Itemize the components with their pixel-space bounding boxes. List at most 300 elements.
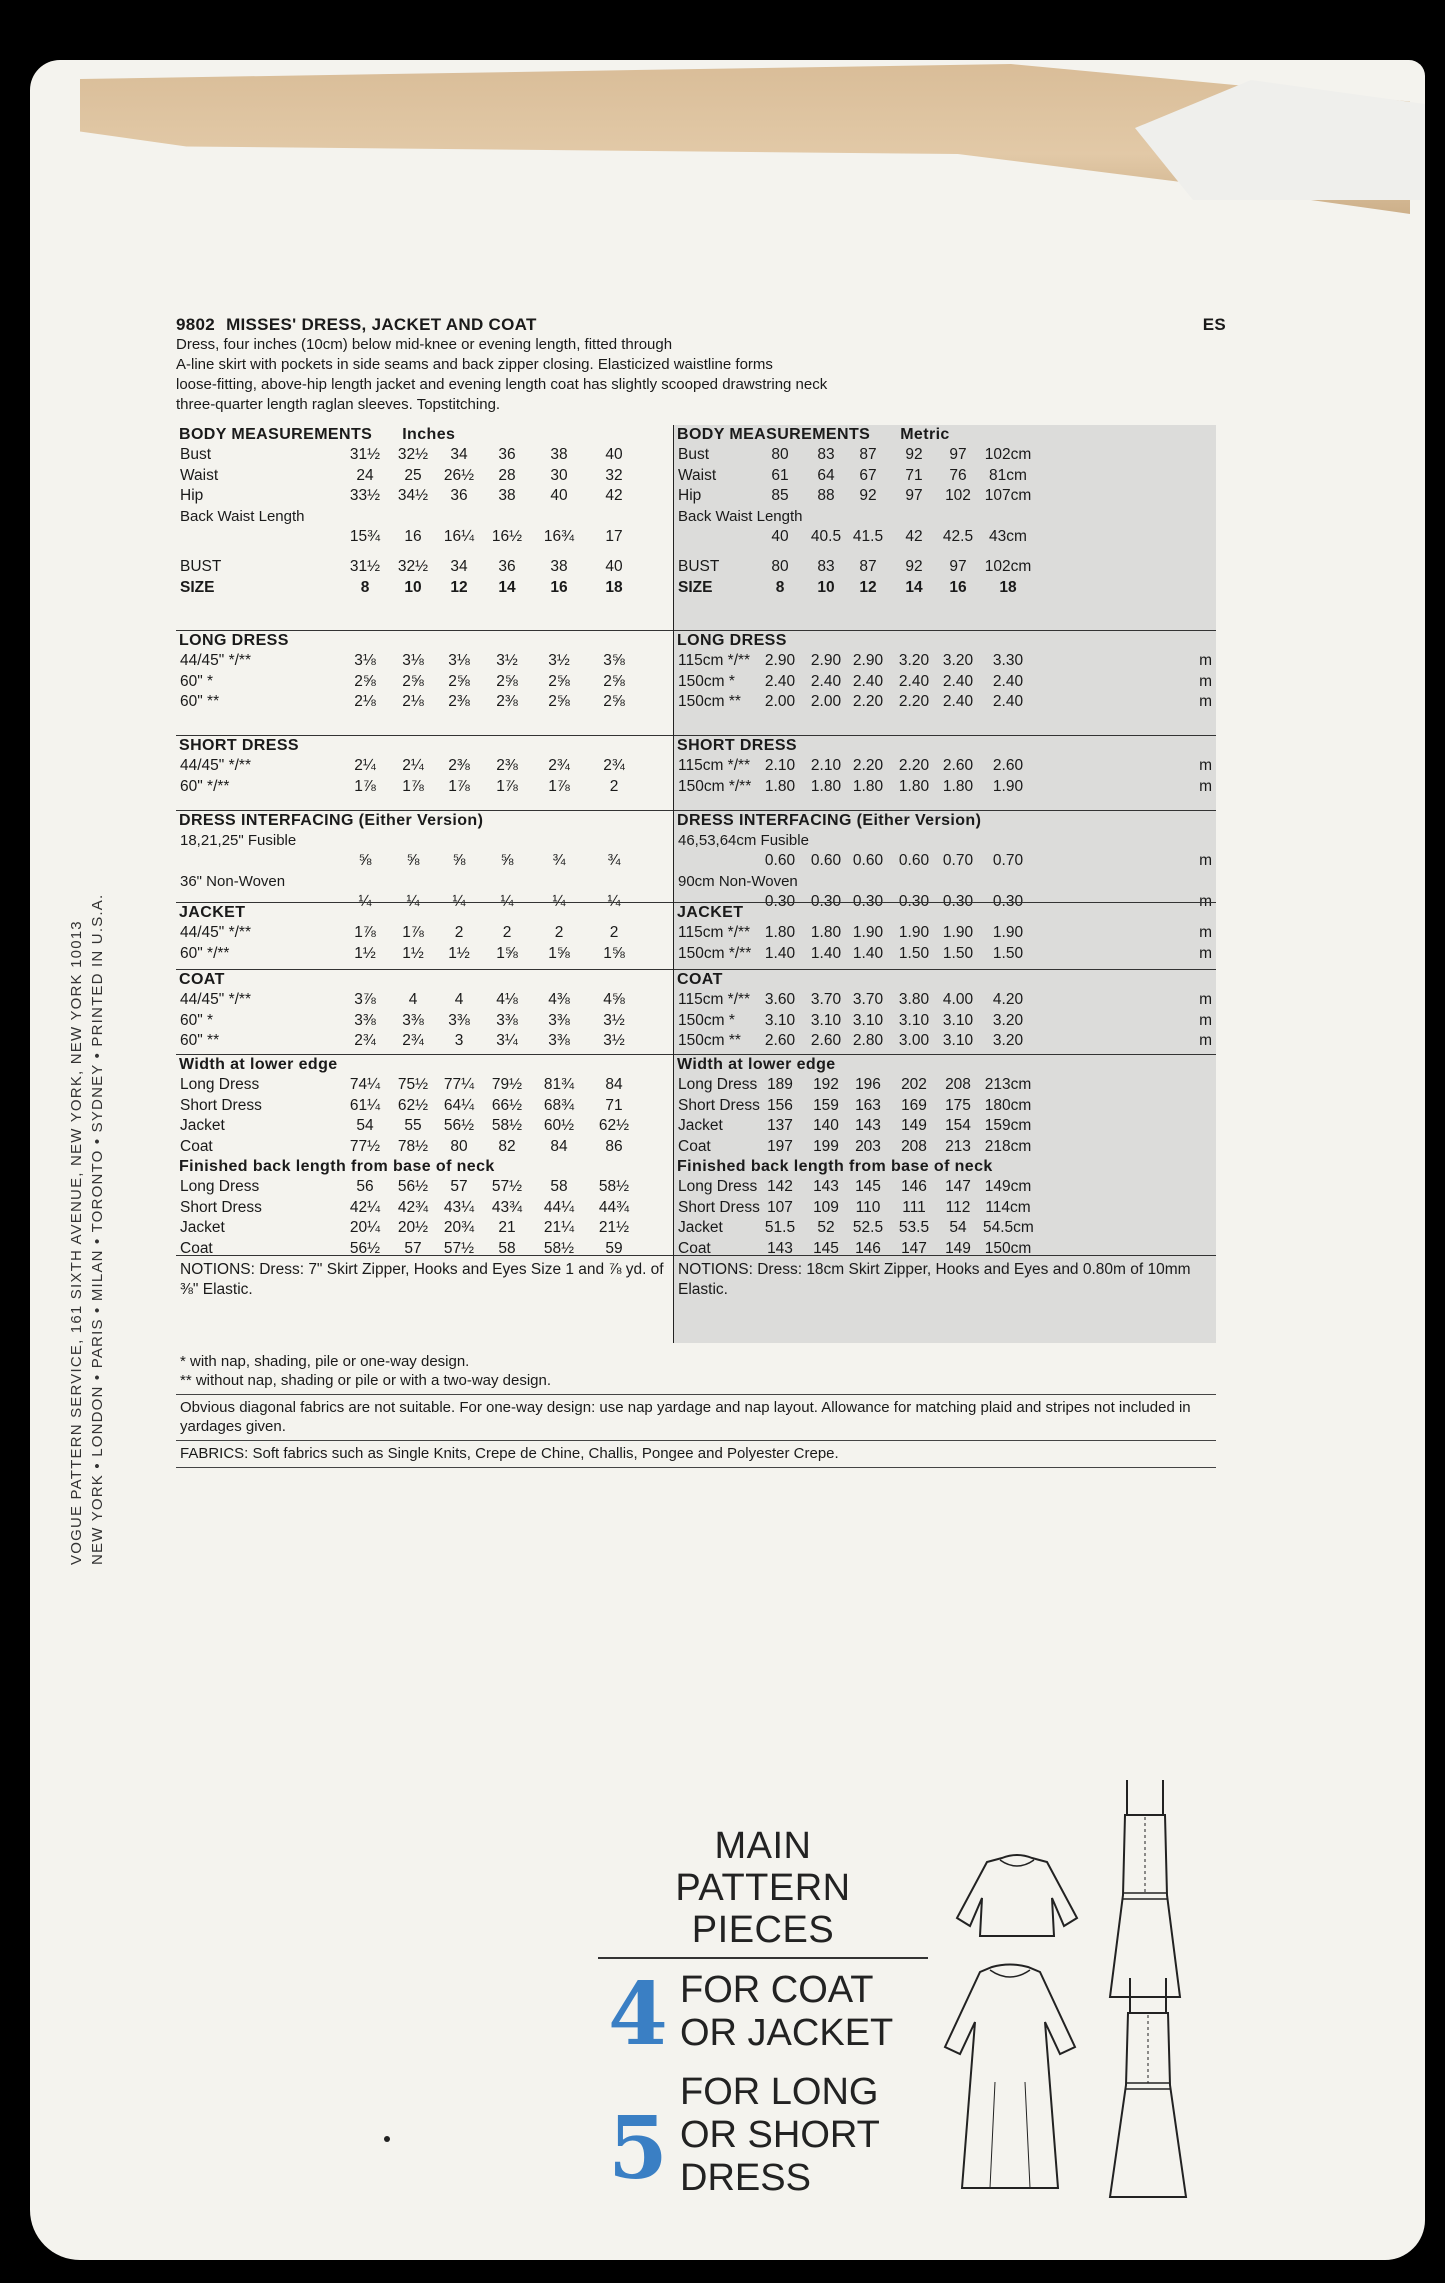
cell-value: 31½	[349, 446, 381, 463]
cell-value: 2.10	[764, 757, 796, 774]
row-label: Coat	[180, 1137, 213, 1155]
cell-value: 57½	[443, 1239, 475, 1257]
cell-value: 208	[901, 1137, 927, 1155]
cell-value: 1.40	[764, 944, 796, 962]
cell-value: 43¼	[443, 1198, 475, 1216]
piece-5: 5 FOR LONG OR SHORT DRESS	[608, 2071, 880, 2199]
cell-value: 3½	[548, 652, 570, 669]
cell-value: 62½	[598, 1117, 630, 1134]
measurement-tables	[176, 425, 1216, 1343]
cell-value: 81¾	[543, 1076, 575, 1093]
table-row	[176, 990, 673, 1011]
cell-value: 1.50	[992, 944, 1024, 962]
cell-value: 51.5	[764, 1219, 796, 1236]
body-measurements-head	[674, 425, 1216, 445]
cell-value: 145	[855, 1178, 881, 1195]
cell-value: 2.20	[852, 693, 884, 710]
cell-value: 2¼	[402, 757, 424, 774]
cell-value: 16½	[491, 527, 523, 545]
cell-value: 143	[767, 1239, 793, 1257]
cell-value: 2¼	[354, 757, 376, 774]
row-label: Short Dress	[180, 1198, 262, 1216]
desc-line: Dress, four inches (10cm) below mid-knee or evening length, fitted through	[176, 336, 673, 353]
table-section-0	[674, 425, 1216, 630]
cell-value: 34½	[397, 487, 429, 504]
table-section-3	[674, 810, 1216, 910]
cell-value: 8	[360, 578, 370, 596]
cell-value: 203	[855, 1137, 881, 1155]
cell-value: 85	[771, 487, 789, 504]
row-label: BUST	[180, 558, 222, 575]
cell-value: 202	[901, 1076, 927, 1093]
table-row	[674, 944, 1216, 965]
cell-value: 8	[775, 578, 785, 596]
cell-value: 59	[605, 1239, 623, 1257]
cell-value: 42	[905, 527, 923, 545]
short-dress-head: SHORT DRESS	[179, 737, 299, 754]
unit-label: m	[1199, 944, 1212, 962]
cell-value: 3⅛	[402, 652, 424, 669]
cell-value: 92	[859, 487, 877, 504]
unit-label: m	[1199, 652, 1212, 669]
cell-value: 42¼	[349, 1198, 381, 1216]
cell-value: ¼	[452, 892, 466, 910]
cell-value: ¾	[552, 852, 566, 869]
cell-value: 146	[855, 1239, 881, 1257]
cell-value: 169	[901, 1096, 927, 1114]
cell-value: 3.00	[898, 1032, 930, 1049]
pattern-number: 9802	[176, 315, 216, 334]
cell-value: 80	[771, 558, 789, 575]
cell-value: 3¼	[496, 1032, 518, 1049]
cell-value: 0.60	[810, 852, 842, 869]
table-section-4	[674, 902, 1216, 970]
cell-value: 71	[905, 466, 923, 484]
cell-value: 102cm	[984, 446, 1032, 463]
cell-value: 213cm	[984, 1076, 1032, 1093]
cell-value: 102cm	[984, 558, 1032, 575]
cell-value: 1.90	[992, 777, 1024, 795]
cell-value: 156	[767, 1096, 793, 1114]
cell-value: 83	[817, 446, 835, 463]
cell-value: 1.90	[898, 924, 930, 941]
cell-value: 107cm	[984, 487, 1032, 504]
cell-value: ¾	[607, 852, 621, 869]
cell-value: 2.40	[992, 693, 1024, 710]
table-row	[674, 527, 1216, 548]
cell-value: 2⅝	[548, 672, 570, 690]
row-label: 150cm */**	[678, 944, 752, 962]
cell-value: 26½	[443, 466, 475, 484]
cell-value: 76	[949, 466, 967, 484]
cell-value: 3.70	[810, 991, 842, 1008]
cell-value: 80	[450, 1137, 468, 1155]
cell-value: 3½	[603, 1011, 625, 1029]
cell-value: 97	[949, 446, 967, 463]
cell-value: 1.80	[942, 777, 974, 795]
piece-number: 4	[608, 1964, 668, 2065]
table-row	[674, 651, 1216, 672]
cell-value: 213	[945, 1137, 971, 1155]
cell-value: 38	[550, 446, 568, 463]
cell-value: 180cm	[984, 1096, 1032, 1114]
cell-value: 1.80	[764, 924, 796, 941]
cell-value: 58½	[598, 1178, 630, 1195]
cell-value: 2⅝	[603, 672, 625, 690]
cell-value: 79½	[491, 1076, 523, 1093]
cell-value: 1.90	[852, 924, 884, 941]
cell-value: 44¾	[598, 1198, 630, 1216]
row-label: 115cm */**	[678, 991, 751, 1008]
cell-value: 3	[454, 1032, 464, 1049]
cell-value: 197	[767, 1137, 793, 1155]
cell-value: ⅝	[500, 852, 514, 869]
cell-value: 2	[554, 924, 564, 941]
cell-value: 0.60	[852, 852, 884, 869]
cell-value: ⅝	[452, 852, 466, 869]
cell-value: 41.5	[852, 527, 884, 545]
cell-value: 1.90	[992, 924, 1024, 941]
notions-text: NOTIONS: Dress: 7" Skirt Zipper, Hooks and Eyes Size 1 and ⅞ yd. of ⅜" Elastic.	[180, 1261, 664, 1298]
cell-value: 3.10	[942, 1032, 974, 1049]
no-nap-note: ** without nap, shading or pile or with a two-way design.	[180, 1372, 552, 1389]
table-row	[674, 445, 1216, 466]
cell-value: 2.90	[764, 652, 796, 669]
cell-value: ¼	[358, 892, 372, 910]
cell-value: 102	[945, 487, 971, 504]
cell-value: 1½	[448, 944, 470, 962]
row-label: 44/45" */**	[180, 991, 251, 1008]
cell-value: 57½	[491, 1178, 523, 1195]
cell-value: 147	[901, 1239, 927, 1257]
short-dress-head: SHORT DRESS	[677, 737, 797, 754]
back-waist-label: Back Waist Length	[678, 507, 803, 525]
cell-value: ⅝	[406, 852, 420, 869]
row-label: Hip	[678, 487, 702, 504]
cell-value: 1.40	[810, 944, 842, 962]
cell-value: 107	[767, 1198, 793, 1216]
cell-value: 2.20	[852, 757, 884, 774]
row-label: Short Dress	[180, 1096, 262, 1114]
row-label: Jacket	[678, 1219, 723, 1236]
piece-number: 5	[608, 2098, 668, 2199]
cell-value: 1.50	[942, 944, 974, 962]
cell-value: 66½	[491, 1096, 523, 1114]
table-row	[176, 1218, 673, 1239]
cell-value: 3⅜	[548, 1032, 570, 1049]
cell-value: 24	[356, 466, 374, 484]
cell-value: 84	[605, 1076, 623, 1093]
cell-value: 2⅛	[402, 693, 424, 710]
cell-value: 58	[498, 1239, 516, 1257]
cell-value: 0.60	[898, 852, 930, 869]
table-section-1	[176, 630, 673, 736]
cell-value: 77¼	[443, 1076, 475, 1093]
row-label: 150cm */**	[678, 777, 752, 795]
cell-value: 3.80	[898, 991, 930, 1008]
cell-value: 16¼	[443, 527, 475, 545]
interfacing-head: DRESS INTERFACING (Either Version)	[179, 812, 484, 829]
cell-value: 21¼	[543, 1219, 575, 1236]
table-row	[176, 944, 673, 965]
cell-value: 2⅜	[496, 693, 518, 710]
cell-value: 40	[605, 446, 623, 463]
cell-value: 34	[450, 446, 468, 463]
cell-value: 52.5	[852, 1219, 884, 1236]
cell-value: 3.10	[764, 1011, 796, 1029]
cell-value: 12	[859, 578, 877, 596]
table-row	[176, 1137, 673, 1158]
table-row	[674, 851, 1216, 872]
cell-value: 1⅞	[548, 777, 570, 795]
cell-value: 163	[855, 1096, 881, 1114]
table-row	[176, 1198, 673, 1219]
cell-value: 2¾	[603, 757, 625, 774]
cell-value: 159cm	[984, 1117, 1032, 1134]
cell-value: 189	[767, 1076, 793, 1093]
cell-value: ⅝	[358, 852, 372, 869]
corner-text: ES	[1202, 315, 1226, 334]
cell-value: 0.70	[942, 852, 974, 869]
cell-value: 14	[905, 578, 923, 596]
unit-label: m	[1199, 852, 1212, 869]
cell-value: 58½	[491, 1117, 523, 1134]
cell-value: 2¾	[354, 1032, 376, 1049]
inches-table	[176, 425, 673, 1343]
unit-label: m	[1199, 757, 1212, 774]
row-label: Bust	[180, 446, 212, 463]
metric-table	[674, 425, 1216, 1343]
cell-value: 58	[550, 1178, 568, 1195]
cell-value: 2	[454, 924, 464, 941]
table-section-6	[674, 1054, 1216, 1256]
unit-label: m	[1199, 693, 1212, 710]
cell-value: 10	[817, 578, 835, 596]
table-row	[674, 486, 1216, 507]
cell-value: 97	[949, 558, 967, 575]
desc-line: three-quarter length raglan sleeves. Topstitching.	[176, 396, 501, 413]
table-row	[674, 1011, 1216, 1032]
row-label: Coat	[678, 1137, 711, 1155]
long-dress-head: LONG DRESS	[179, 632, 289, 649]
cell-value: 33½	[349, 487, 381, 504]
cell-value: 36	[450, 487, 468, 504]
row-label: Coat	[180, 1239, 213, 1257]
row-label: 60" */**	[180, 777, 230, 795]
table-row	[176, 923, 673, 944]
cell-value: 68¾	[543, 1096, 575, 1114]
cell-value: 38	[498, 487, 516, 504]
back-waist-label: Back Waist Length	[180, 507, 305, 525]
row-label: 115cm */**	[678, 757, 751, 774]
notions-text: NOTIONS: Dress: 18cm Skirt Zipper, Hooks and Eyes and 0.80m of 10mm Elastic.	[678, 1261, 1191, 1298]
cell-value: 149cm	[984, 1178, 1032, 1195]
table-row	[176, 445, 673, 466]
cell-value: 32	[605, 466, 623, 484]
cell-value: 4⅝	[603, 991, 625, 1008]
cell-value: 112	[945, 1198, 971, 1216]
cell-value: 159	[813, 1096, 839, 1114]
cell-value: 2.40	[898, 672, 930, 690]
table-row	[674, 1031, 1216, 1052]
cell-value: 2.00	[764, 693, 796, 710]
cell-value: 2.80	[852, 1032, 884, 1049]
cell-value: 2⅝	[496, 672, 518, 690]
table-row	[674, 990, 1216, 1011]
cell-value: 16	[550, 578, 568, 596]
row-label: Short Dress	[678, 1198, 760, 1216]
table-row	[674, 466, 1216, 487]
cell-value: 2⅜	[448, 693, 470, 710]
cell-value: 40.5	[810, 527, 842, 545]
cell-value: 149	[901, 1117, 927, 1134]
cell-value: 2¾	[548, 757, 570, 774]
cell-value: 2.90	[852, 652, 884, 669]
table-row	[176, 672, 673, 693]
cell-value: 2⅝	[603, 693, 625, 710]
table-row	[176, 466, 673, 487]
cell-value: 42	[605, 487, 623, 504]
table-row	[674, 1096, 1216, 1117]
cell-value: 44¼	[543, 1198, 575, 1216]
table-row	[176, 651, 673, 672]
cell-value: 1.40	[852, 944, 884, 962]
cell-value: 142	[767, 1178, 793, 1195]
table-row	[176, 1177, 673, 1198]
cell-value: 3.70	[852, 991, 884, 1008]
pattern-description	[176, 335, 1206, 415]
cell-value: 154	[945, 1117, 971, 1134]
cell-value: 87	[859, 558, 877, 575]
cell-value: 3.20	[942, 652, 974, 669]
table-section-3	[176, 810, 673, 910]
cell-value: 1.80	[898, 777, 930, 795]
cell-value: 56	[356, 1178, 374, 1195]
cell-value: 111	[902, 1198, 926, 1216]
cell-value: 0.30	[810, 892, 842, 910]
cell-value: 18	[605, 578, 623, 596]
cell-value: 218cm	[984, 1137, 1032, 1155]
table-section-5	[674, 969, 1216, 1055]
cell-value: 54.5cm	[983, 1219, 1034, 1236]
cell-value: 36	[498, 558, 516, 575]
cell-value: 58½	[543, 1239, 575, 1257]
row-label: 44/45" */**	[180, 652, 251, 669]
row-label: Bust	[678, 446, 710, 463]
cell-value: 2⅝	[548, 693, 570, 710]
long-dress-sketch	[1108, 1975, 1188, 2200]
finished-length-head: Finished back length from base of neck	[179, 1158, 495, 1175]
cell-value: 40	[550, 487, 568, 504]
cell-value: 83	[817, 558, 835, 575]
cell-value: 0.70	[992, 852, 1024, 869]
coat-head: COAT	[179, 971, 225, 988]
unit-label: m	[1199, 991, 1212, 1008]
unit-head: Inches	[402, 426, 456, 443]
cell-value: 1.80	[810, 777, 842, 795]
table-section-1	[674, 630, 1216, 736]
row-label: SIZE	[678, 578, 713, 596]
row-label: Waist	[180, 466, 219, 484]
cell-value: 145	[813, 1239, 839, 1257]
row-label: 60" *	[180, 1011, 214, 1029]
cell-value: 3.10	[898, 1011, 930, 1029]
cell-value: 146	[901, 1178, 927, 1195]
cell-value: 3.60	[764, 991, 796, 1008]
cell-value: 0.60	[764, 852, 796, 869]
cell-value: 3⅜	[402, 1011, 424, 1029]
short-dress-sketch	[1105, 1775, 1185, 2000]
table-row	[674, 672, 1216, 693]
cell-value: 16¾	[543, 527, 575, 545]
unit-label: m	[1199, 672, 1212, 690]
cell-value: 2.60	[942, 757, 974, 774]
row-label: 60" */**	[180, 944, 230, 962]
cell-value: 4	[408, 991, 418, 1008]
cell-value: 14	[498, 578, 516, 596]
row-label: 60" **	[180, 693, 220, 710]
cell-value: 57	[404, 1239, 422, 1257]
table-row	[176, 1096, 673, 1117]
cell-value: 32½	[397, 446, 429, 463]
cell-value: 2.40	[852, 672, 884, 690]
cell-value: 1.90	[942, 924, 974, 941]
coat-head: COAT	[677, 971, 723, 988]
cell-value: 81cm	[989, 466, 1027, 484]
cell-value: 86	[605, 1137, 623, 1155]
width-head: Width at lower edge	[677, 1056, 836, 1073]
cell-value: 38	[550, 558, 568, 575]
table-row	[674, 1177, 1216, 1198]
row-label: Hip	[180, 487, 204, 504]
desc-line: loose-fitting, above-hip length jacket and evening length coat has slightly scooped drawstring neck	[176, 376, 828, 393]
head-text: BODY MEASUREMENTS	[179, 426, 373, 443]
cell-value: 20¾	[443, 1219, 475, 1236]
table-row	[176, 578, 673, 599]
cell-value: 3⅝	[603, 652, 625, 669]
cell-value: 42¾	[397, 1198, 429, 1216]
cell-value: 92	[905, 446, 923, 463]
cell-value: 3.10	[942, 1011, 974, 1029]
table-section-0	[176, 425, 673, 630]
cell-value: 54	[949, 1219, 967, 1236]
interfacing-nonwoven-label: 90cm Non-Woven	[678, 872, 798, 890]
cell-value: 2.20	[898, 757, 930, 774]
unit-label: m	[1199, 777, 1212, 795]
row-label: 115cm */**	[678, 924, 751, 941]
fabrics-note: FABRICS: Soft fabrics such as Single Knits, Crepe de Chine, Challis, Pongee and Polyester Crepe.	[176, 1441, 1216, 1468]
cell-value: 78½	[397, 1137, 429, 1155]
cell-value: 10	[404, 578, 422, 596]
cell-value: 208	[945, 1076, 971, 1093]
cell-value: 97	[905, 487, 923, 504]
cell-value: ¼	[406, 892, 420, 910]
cell-value: 84	[550, 1137, 568, 1155]
table-row	[674, 756, 1216, 777]
row-label: Long Dress	[180, 1178, 260, 1195]
table-row	[176, 777, 673, 798]
cell-value: 92	[905, 558, 923, 575]
cell-value: 3⅜	[448, 1011, 470, 1029]
cell-value: 12	[450, 578, 468, 596]
body-measurements-head	[176, 425, 673, 445]
cell-value: 53.5	[898, 1219, 930, 1236]
cell-value: 3⅛	[354, 652, 376, 669]
table-section-7	[176, 1255, 673, 1344]
cell-value: 2⅜	[448, 757, 470, 774]
row-label: Jacket	[180, 1117, 225, 1134]
table-section-7	[674, 1255, 1216, 1344]
